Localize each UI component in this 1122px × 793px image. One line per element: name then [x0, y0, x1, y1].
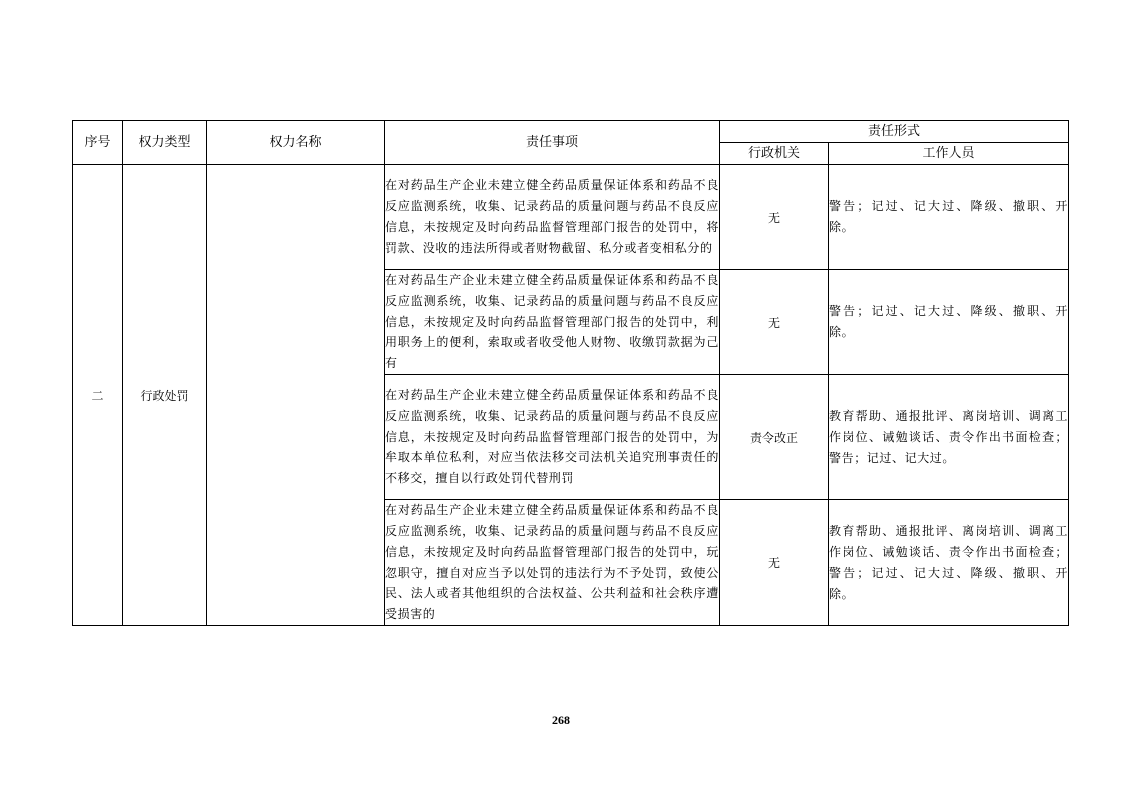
admin-org-cell: 无 [720, 500, 829, 626]
header-admin-org: 行政机关 [720, 143, 829, 165]
staff-cell: 警告；记过、记大过、降级、撤职、开除。 [829, 165, 1069, 270]
responsibility-table [72, 120, 1069, 626]
group-power-name [207, 165, 385, 626]
staff-cell: 警告；记过、记大过、降级、撤职、开除。 [829, 270, 1069, 375]
responsibility-item: 在对药品生产企业未建立健全药品质量保证体系和药品不良反应监测系统，收集、记录药品的质量问题与药品不良反应信息，未按规定及时向药品监督管理部门报告的处罚中，为牟取本单位私利，对应当依法移交司法机关追究刑事责任的不移交，擅自以行政处罚代替刑罚 [385, 375, 720, 500]
header-responsibility: 责任事项 [385, 121, 720, 165]
header-power-name: 权力名称 [207, 121, 385, 165]
header-power-type: 权力类型 [123, 121, 207, 165]
staff-cell: 教育帮助、通报批评、离岗培训、调离工作岗位、诫勉谈话、责令作出书面检查；警告；记过、记大过、降级、撤职、开除。 [829, 500, 1069, 626]
header-row-1 [73, 121, 1069, 143]
staff-cell: 教育帮助、通报批评、离岗培训、调离工作岗位、诫勉谈话、责令作出书面检查；警告；记过、记大过。 [829, 375, 1069, 500]
table-row [73, 165, 1069, 270]
responsibility-item: 在对药品生产企业未建立健全药品质量保证体系和药品不良反应监测系统，收集、记录药品的质量问题与药品不良反应信息，未按规定及时向药品监督管理部门报告的处罚中，将罚款、没收的违法所得或者财物截留、私分或者变相私分的 [385, 165, 720, 270]
admin-org-cell: 责令改正 [720, 375, 829, 500]
header-seq: 序号 [73, 121, 123, 165]
page-number: 268 [552, 713, 570, 727]
group-seq: 二 [73, 165, 123, 626]
responsibility-item: 在对药品生产企业未建立健全药品质量保证体系和药品不良反应监测系统，收集、记录药品的质量问题与药品不良反应信息，未按规定及时向药品监督管理部门报告的处罚中，玩忽职守，擅自对应当予以处罚的违法行为不予处罚，致使公民、法人或者其他组织的合法权益、公共利益和社会秩序遭受损害的 [385, 500, 720, 626]
responsibility-item: 在对药品生产企业未建立健全药品质量保证体系和药品不良反应监测系统，收集、记录药品的质量问题与药品不良反应信息，未按规定及时向药品监督管理部门报告的处罚中，利用职务上的便利，索取或者收受他人财物、收缴罚款据为己有 [385, 270, 720, 375]
header-form: 责任形式 [720, 121, 1069, 143]
admin-org-cell: 无 [720, 270, 829, 375]
group-power-type: 行政处罚 [123, 165, 207, 626]
header-staff: 工作人员 [829, 143, 1069, 165]
admin-org-cell: 无 [720, 165, 829, 270]
